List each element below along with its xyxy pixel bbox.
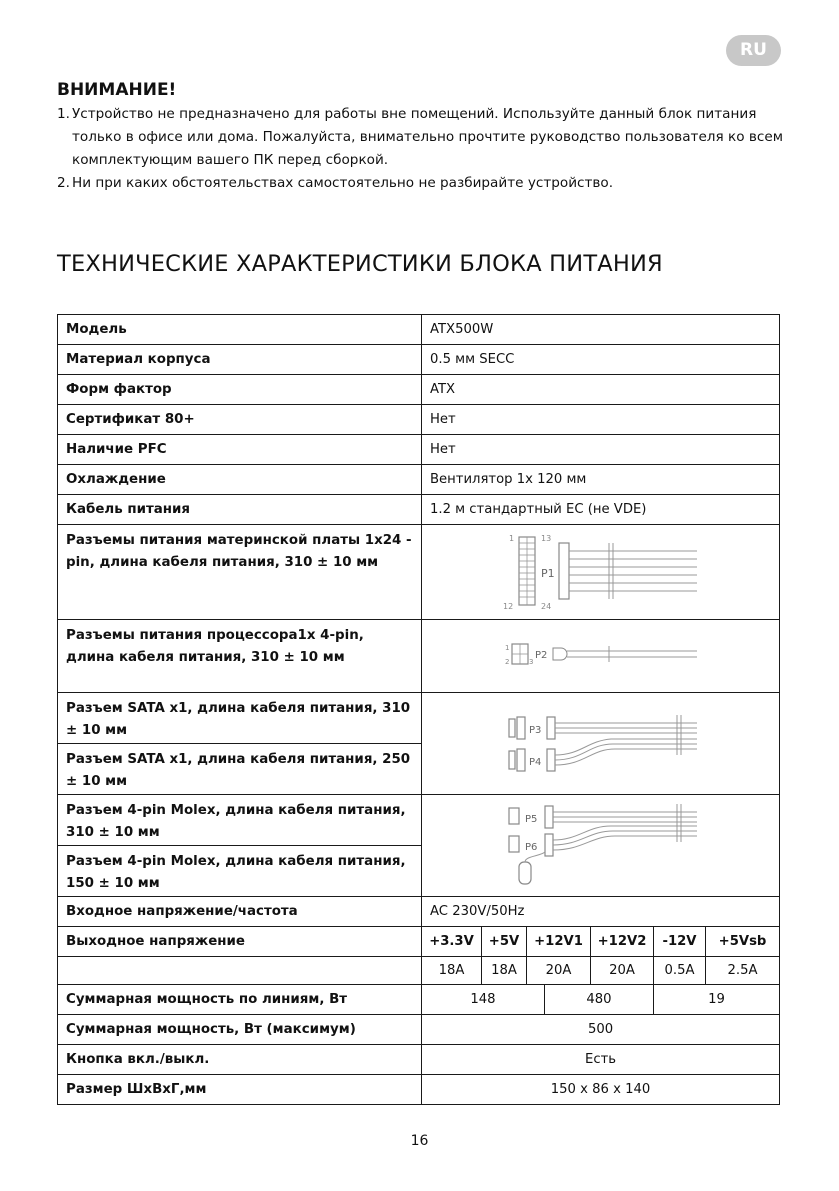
p3-label: P3 (528, 724, 541, 736)
p4-label: P4 (528, 756, 541, 768)
spec-row-cable (58, 495, 780, 525)
diagram-cell (422, 525, 780, 620)
spec-label: Выходное напряжение (58, 927, 422, 957)
p1-pin-label: 1 (508, 534, 514, 543)
rail-current: 18A (422, 957, 482, 985)
spec-label: Суммарная мощность, Вт (максимум) (58, 1015, 422, 1045)
warning-item (57, 103, 787, 172)
p1-pin-label: 12 (502, 602, 513, 611)
spec-row-molex-1 (58, 795, 780, 846)
p1-pin-label: 24 (540, 602, 551, 611)
molex-connector-diagram (501, 796, 701, 892)
warning-item-text: Устройство не предназначено для работы вне помещений. Используйте данный блок питания только в офисе или дома. Пожалуйста, внимательно прочтите руководство пользователя ко всем комплектующим вашего ПК перед сборкой. (72, 106, 783, 168)
spec-row-dimensions (58, 1075, 780, 1105)
spec-label: Охлаждение (58, 465, 422, 495)
spec-row-power-switch (58, 1045, 780, 1075)
spec-label: Размер ШхВхГ,мм (58, 1075, 422, 1105)
spec-value: AC 230V/50Hz (422, 897, 780, 927)
p2-pin-label: 2 (504, 658, 509, 666)
spec-value: Есть (422, 1045, 780, 1075)
page-number: 16 (410, 1133, 429, 1149)
spec-row-model (58, 315, 780, 345)
spec-label: Сертификат 80+ (58, 405, 422, 435)
spec-label: Разъемы питания процессора1x 4-pin, длина кабеля питания, 310 ± 10 мм (58, 620, 422, 693)
p6-label: P6 (524, 841, 537, 853)
spec-value: Вентилятор 1x 120 мм (422, 465, 780, 495)
rail-header: +5V (482, 927, 527, 957)
p1-pin-label: 13 (540, 534, 551, 543)
spec-row-form-factor (58, 375, 780, 405)
rail-header: +12V2 (591, 927, 654, 957)
spec-row-sata-1 (58, 693, 780, 744)
rail-current: 20A (527, 957, 591, 985)
warning-item (57, 172, 787, 195)
spec-row-cooling (58, 465, 780, 495)
spec-label: Разъем SATA x1, длина кабеля питания, 310 ± 10 мм (58, 693, 422, 744)
rail-current: 0.5A (654, 957, 706, 985)
rail-header: +12V1 (527, 927, 591, 957)
spec-label: Входное напряжение/частота (58, 897, 422, 927)
p1-label: P1 (540, 567, 555, 580)
p1-connector-diagram (501, 525, 701, 615)
sata-connector-diagram (501, 697, 701, 787)
spec-label: Наличие PFC (58, 435, 422, 465)
spec-heading: ТЕХНИЧЕСКИЕ ХАРАКТЕРИСТИКИ БЛОКА ПИТАНИЯ (57, 251, 663, 277)
line-power-value: 480 (545, 985, 654, 1015)
spec-row-case (58, 345, 780, 375)
p2-connector-diagram (501, 634, 701, 674)
spec-value: ATX500W (422, 315, 780, 345)
spec-label: Материал корпуса (58, 345, 422, 375)
spec-value: ATX (422, 375, 780, 405)
p2-label: P2 (534, 650, 547, 661)
warning-item-text: Ни при каких обстоятельствах самостоятельно не разбирайте устройство. (72, 175, 614, 191)
spec-value: 500 (422, 1015, 780, 1045)
spec-label: Разъемы питания материнской платы 1x24 -pin, длина кабеля питания, 310 ± 10 мм (58, 525, 422, 620)
p2-pin-label: 3 (528, 658, 533, 666)
spec-value: Нет (422, 435, 780, 465)
p5-label: P5 (524, 813, 537, 825)
rail-current: 2.5A (706, 957, 780, 985)
spec-label: Разъем 4-pin Molex, длина кабеля питания, 150 ± 10 мм (58, 846, 422, 897)
warning-list (57, 103, 787, 195)
diagram-cell (422, 620, 780, 693)
spec-label: Кнопка вкл./выкл. (58, 1045, 422, 1075)
spec-row-certificate (58, 405, 780, 435)
rail-current: 20A (591, 957, 654, 985)
line-power-value: 148 (422, 985, 545, 1015)
spec-label: Суммарная мощность по линиям, Вт (58, 985, 422, 1015)
line-power-value: 19 (654, 985, 780, 1015)
warning-title: ВНИМАНИЕ! (57, 80, 177, 100)
spec-value: 150 x 86 x 140 (422, 1075, 780, 1105)
warning-item-number: 2. (57, 175, 70, 191)
spec-label-empty (58, 957, 422, 985)
spec-label: Разъем SATA x1, длина кабеля питания, 250 ± 10 мм (58, 744, 422, 795)
p2-pin-label: 1 (504, 644, 509, 652)
language-badge: RU (726, 35, 781, 66)
spec-value: Нет (422, 405, 780, 435)
spec-row-mb-connector (58, 525, 780, 620)
spec-row-output-current (58, 957, 780, 985)
spec-label: Разъем 4-pin Molex, длина кабеля питания, 310 ± 10 мм (58, 795, 422, 846)
spec-label: Форм фактор (58, 375, 422, 405)
rail-current: 18A (482, 957, 527, 985)
spec-row-input-voltage (58, 897, 780, 927)
diagram-cell (422, 795, 780, 897)
spec-row-output-voltage (58, 927, 780, 957)
spec-row-max-power (58, 1015, 780, 1045)
diagram-cell (422, 693, 780, 795)
spec-row-pfc (58, 435, 780, 465)
warning-item-number: 1. (57, 106, 70, 122)
spec-label: Кабель питания (58, 495, 422, 525)
spec-label: Модель (58, 315, 422, 345)
spec-value: 1.2 м стандартный EC (не VDE) (422, 495, 780, 525)
rail-header: +3.3V (422, 927, 482, 957)
rail-header: -12V (654, 927, 706, 957)
spec-value: 0.5 мм SECC (422, 345, 780, 375)
spec-row-line-power (58, 985, 780, 1015)
rail-header: +5Vsb (706, 927, 780, 957)
spec-row-cpu-connector (58, 620, 780, 693)
spec-table (57, 314, 780, 1105)
